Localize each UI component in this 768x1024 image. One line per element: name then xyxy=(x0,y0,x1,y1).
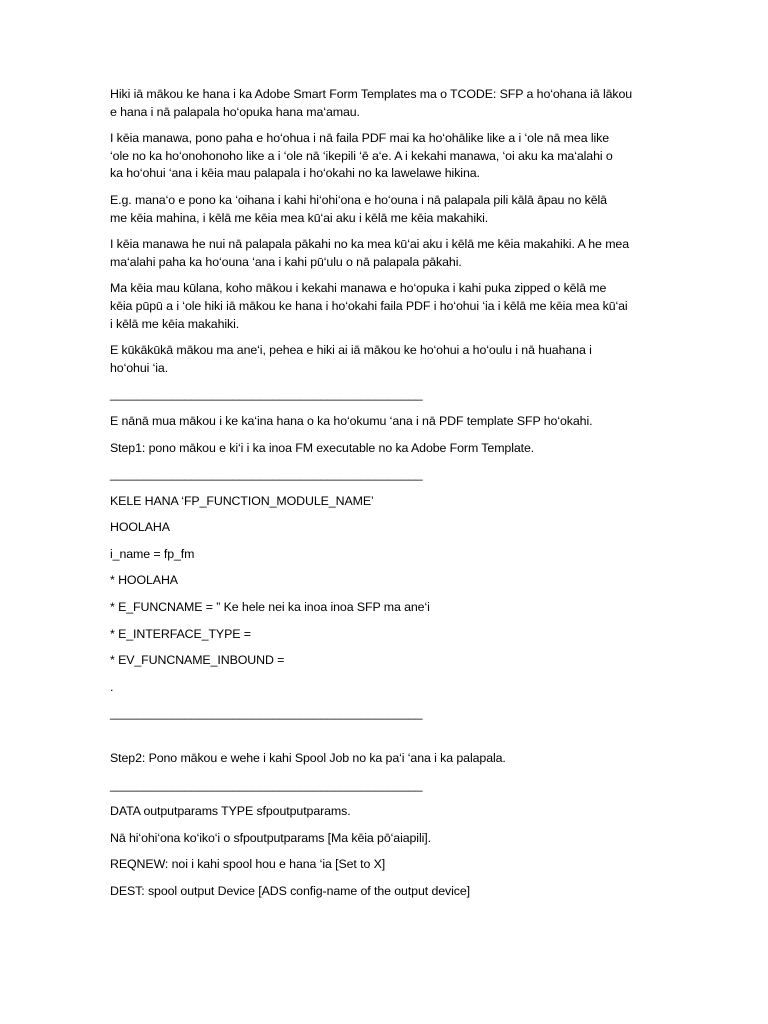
text-line: ‘ole no ka ho‘onohonoho like a i ‘ole nā ‘ikepili ‘ē a‘e. A i kekahi manawa, ‘oi aku ka ma‘alahi o xyxy=(110,148,613,163)
paragraph xyxy=(110,236,670,271)
separator-rule xyxy=(110,466,670,484)
paragraph xyxy=(110,192,670,227)
paragraph xyxy=(110,413,670,431)
blank-gap xyxy=(110,732,670,750)
text-line: E kūkākūkā mākou ma ane‘i, pehea e hiki ai iā mākou ke ho‘ohui a ho‘oulu i nā huahana i xyxy=(110,343,592,358)
paragraph xyxy=(110,856,670,874)
paragraph xyxy=(110,130,670,183)
paragraph xyxy=(110,342,670,377)
paragraph xyxy=(110,280,670,333)
text-line: Step2: Pono mākou e wehe i kahi Spool Job no ka pa‘i ‘ana i ka palapala. xyxy=(110,751,506,766)
paragraph xyxy=(110,883,670,901)
text-line: E.g. mana‘o e pono ka ‘oihana i kahi hi‘ohi‘ona e ho‘ouna i nā palapala pili kālā āpau no kēlā xyxy=(110,192,607,207)
text-line: Hiki iā mākou ke hana i ka Adobe Smart Form Templates ma o TCODE: SFP a ho‘ohana iā lākou xyxy=(110,87,633,101)
paragraph xyxy=(110,599,670,617)
text-line: ho‘ohui ‘ia. xyxy=(110,360,169,375)
paragraph xyxy=(110,830,670,848)
text-line: ______________________________________________ xyxy=(110,387,423,402)
text-line: Step1: pono mākou e ki‘i i ka inoa FM executable no ka Adobe Form Template. xyxy=(110,440,535,455)
separator-rule xyxy=(110,777,670,795)
text-line: * HOOLAHA xyxy=(110,573,178,588)
text-line: ______________________________________________ xyxy=(110,777,423,792)
text-line: * EV_FUNCNAME_INBOUND = xyxy=(110,653,285,668)
document-body-continued xyxy=(110,750,670,901)
text-line: ma‘alahi paha ka ho‘ouna ‘ana i kahi pū‘ulu o nā palapala pākahi. xyxy=(110,254,462,269)
paragraph xyxy=(110,440,670,458)
text-line: DATA outputparams TYPE sfpoutputparams. xyxy=(110,804,351,819)
paragraph xyxy=(110,803,670,821)
text-line: kēia pūpū a i ‘ole hiki iā mākou ke hana i ho‘okahi faila PDF i ho‘ohui ‘ia i kēlā me kēia mea kū‘ai xyxy=(110,298,628,313)
separator-rule xyxy=(110,386,670,404)
text-line: REQNEW: noi i kahi spool hou e hana ‘ia [Set to X] xyxy=(110,857,386,872)
text-line: DEST: spool output Device [ADS config-name of the output device] xyxy=(110,884,471,898)
text-line: i_name = fp_fm xyxy=(110,546,195,561)
text-line: ka ho‘ohui ‘ana i kēia mau palapala i ho‘okahi no ka lawelawe hikina. xyxy=(110,166,480,181)
text-line: HOOLAHA xyxy=(110,520,170,535)
paragraph xyxy=(110,652,670,670)
text-line: I kēia manawa he nui nā palapala pākahi no ka mea kū‘ai aku i kēlā me kēia makahiki. A he mea xyxy=(110,237,629,252)
text-line: ______________________________________________ xyxy=(110,467,423,482)
text-line: KELE HANA ‘FP_FUNCTION_MODULE_NAME’ xyxy=(110,493,374,508)
text-line: e hana i nā palapala ho‘opuka hana ma‘amau. xyxy=(110,104,360,119)
text-line: . xyxy=(110,679,114,694)
text-line: i kēlā me kēia makahiki. xyxy=(110,316,240,331)
text-line: Nā hi‘ohi‘ona ko‘iko‘i o sfpoutputparams [Ma kēia pō‘aiapili]. xyxy=(110,830,431,845)
text-line: E nānā mua mākou i ke ka‘ina hana o ka ho‘okumu ‘ana i nā PDF template SFP ho‘okahi. xyxy=(110,413,593,428)
text-line: Ma kēia mau kūlana, koho mākou i kekahi manawa e ho‘opuka i kahi puka zipped o kēlā me xyxy=(110,281,607,296)
paragraph xyxy=(110,626,670,644)
separator-rule xyxy=(110,705,670,723)
paragraph xyxy=(110,750,670,768)
text-line: I kēia manawa, pono paha e ho‘ohua i nā faila PDF mai ka ho‘ohālike like a i ‘ole nā mea like xyxy=(110,131,610,146)
paragraph xyxy=(110,546,670,564)
paragraph xyxy=(110,86,670,121)
text-line: * E_FUNCNAME = ” Ke hele nei ka inoa inoa SFP ma ane‘i xyxy=(110,600,430,615)
text-line: * E_INTERFACE_TYPE = xyxy=(110,626,251,641)
paragraph xyxy=(110,679,670,697)
document-body xyxy=(110,86,670,723)
text-line: ______________________________________________ xyxy=(110,706,423,721)
document-page xyxy=(110,86,670,910)
text-line: me kēia mahina, i kēlā me kēia mea kū‘ai aku i kēlā me kēia makahiki. xyxy=(110,210,489,225)
paragraph xyxy=(110,519,670,537)
paragraph xyxy=(110,572,670,590)
paragraph xyxy=(110,493,670,511)
